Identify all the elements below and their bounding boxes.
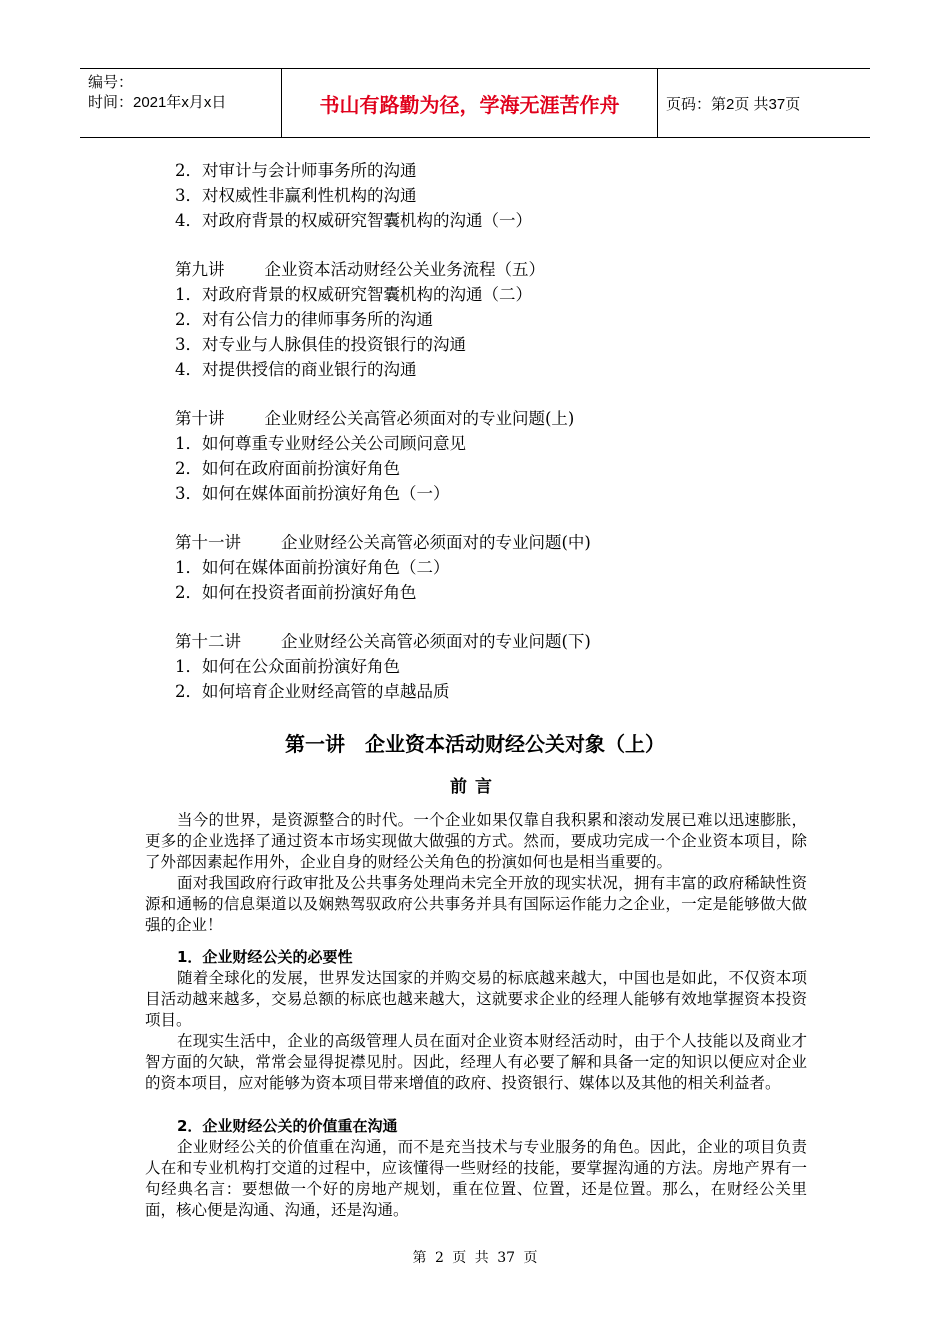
page-header xyxy=(80,68,870,138)
toc-item: 4．对政府背景的权威研究智囊机构的沟通（一） xyxy=(175,211,532,230)
table-of-contents xyxy=(175,158,815,704)
section-communication xyxy=(145,1116,807,1221)
lecture-title: 企业财经公关高管必须面对的专业问题(上) xyxy=(264,409,575,428)
toc-gap xyxy=(175,605,815,629)
page-footer: 第 2 页 共 37 页 xyxy=(412,1250,538,1266)
time-label: 时间：2021年x月x日 xyxy=(88,94,227,111)
header-motto: 书山有路勤为径，学海无涯苦作舟 xyxy=(282,69,658,137)
section-paragraph: 在现实生活中，企业的高级管理人员在面对企业资本财经活动时，由于个人技能以及商业才智方面的欠缺，常常会显得捉襟见肘。因此，经理人有必要了解和具备一定的知识以便应对企业的资本项目，应对能够为资本项目带来增值的政府、投资银行、媒体以及其他的相关利益者。 xyxy=(145,1032,807,1092)
section-heading: 2．企业财经公关的价值重在沟通 xyxy=(177,1117,398,1135)
intro-paragraph: 面对我国政府行政审批及公共事务处理尚未完全开放的现实状况，拥有丰富的政府稀缺性资源和通畅的信息渠道以及娴熟驾驭政府公共事务并具有国际运作能力之企业，一定是能够做大做强的企业！ xyxy=(145,874,807,934)
lecture-title: 企业财经公关高管必须面对的专业问题(中) xyxy=(281,533,591,552)
section-title: 第一讲 企业资本活动财经公关对象（上） xyxy=(285,732,665,756)
toc-item: 2．如何在投资者面前扮演好角色 xyxy=(175,583,417,602)
toc-item: 1．如何尊重专业财经公关公司顾问意见 xyxy=(175,434,466,453)
section-paragraph: 随着全球化的发展，世界发达国家的并购交易的标底越来越大，中国也是如此，不仅资本项目活动越来越多，交易总额的标底也越来越大，这就要求企业的经理人能够有效地掌握资本投资项目。 xyxy=(145,969,807,1029)
preface-title: 前言 xyxy=(450,777,500,797)
toc-gap xyxy=(175,382,815,406)
toc-lecture-heading xyxy=(175,530,815,555)
toc-item: 1．如何在公众面前扮演好角色 xyxy=(175,657,400,676)
toc-item: 4．对提供授信的商业银行的沟通 xyxy=(175,360,417,379)
toc-gap xyxy=(175,506,815,530)
number-label: 编号： xyxy=(88,74,134,91)
toc-item: 3．对权威性非赢利性机构的沟通 xyxy=(175,186,417,205)
toc-item: 2．如何培育企业财经高管的卓越品质 xyxy=(175,682,450,701)
toc-item: 1．如何在媒体面前扮演好角色（二） xyxy=(175,558,450,577)
toc-item: 2．对审计与会计师事务所的沟通 xyxy=(175,161,417,180)
intro-paragraph: 当今的世界，是资源整合的时代。一个企业如果仅靠自我积累和滚动发展已难以迅速膨胀，更多的企业选择了通过资本市场实现做大做强的方式。然而，要成功完成一个企业资本项目，除了外部因素起作用外，企业自身的财经公关角色的扮演如何也是相当重要的。 xyxy=(145,811,807,871)
lecture-number: 第十二讲 xyxy=(175,632,241,651)
lecture-number: 第十讲 xyxy=(175,409,225,428)
lecture-title: 企业资本活动财经公关业务流程（五） xyxy=(264,260,545,279)
toc-gap xyxy=(175,233,815,257)
lecture-number: 第十一讲 xyxy=(175,533,241,552)
toc-item: 2．对有公信力的律师事务所的沟通 xyxy=(175,310,433,329)
section-heading: 1．企业财经公关的必要性 xyxy=(177,948,353,966)
header-meta xyxy=(80,69,282,137)
header-page-info: 页码：第2页 共37页 xyxy=(666,95,801,113)
toc-item: 2．如何在政府面前扮演好角色 xyxy=(175,459,400,478)
toc-item: 3．如何在媒体面前扮演好角色（一） xyxy=(175,484,450,503)
toc-lecture-heading xyxy=(175,629,815,654)
section-paragraph: 企业财经公关的价值重在沟通，而不是充当技术与专业服务的角色。因此，企业的项目负责人在和专业机构打交道的过程中，应该懂得一些财经的技能，要掌握沟通的方法。房地产界有一句经典名言：要想做一个好的房地产规划，重在位置、位置，还是位置。那么，在财经公关里面，核心便是沟通、沟通，还是沟通。 xyxy=(145,1138,807,1219)
lecture-number: 第九讲 xyxy=(175,260,225,279)
toc-item: 1．对政府背景的权威研究智囊机构的沟通（二） xyxy=(175,285,532,304)
toc-item: 3．对专业与人脉俱佳的投资银行的沟通 xyxy=(175,335,466,354)
lecture-title: 企业财经公关高管必须面对的专业问题(下) xyxy=(281,632,591,651)
toc-lecture-heading xyxy=(175,406,815,431)
intro-block xyxy=(145,810,807,936)
section-necessity xyxy=(145,947,807,1094)
toc-lecture-heading xyxy=(175,257,815,282)
